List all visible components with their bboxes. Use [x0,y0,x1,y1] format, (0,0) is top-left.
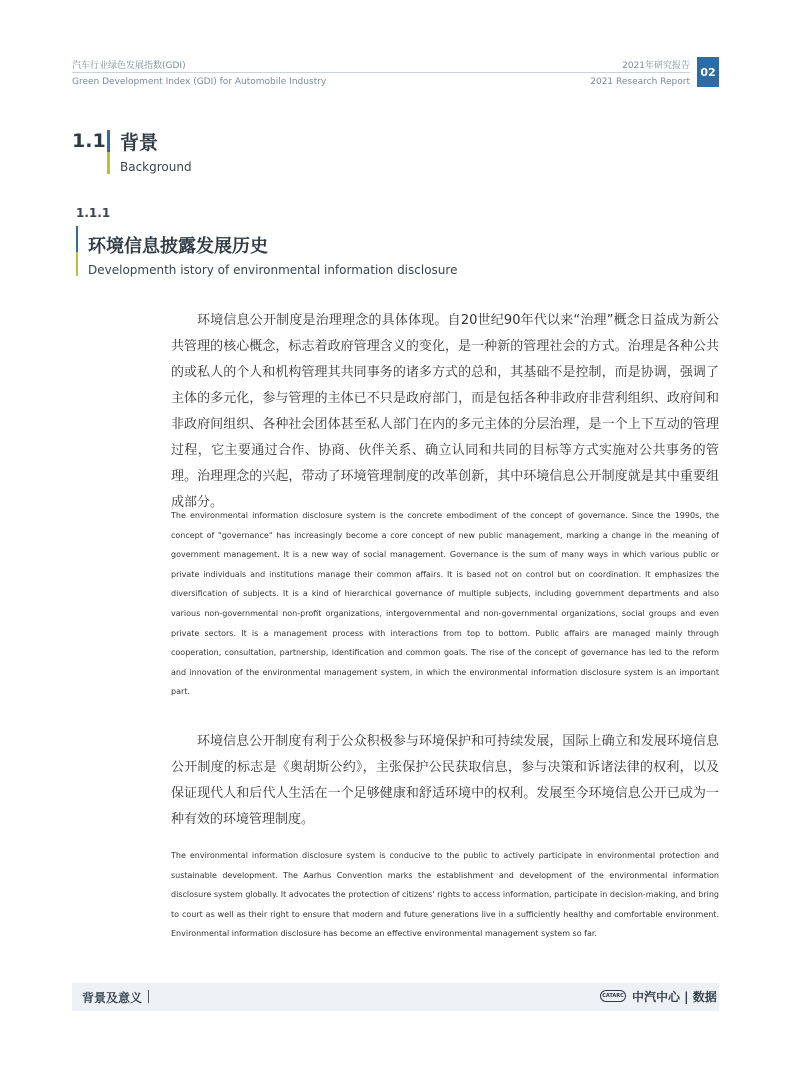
section-title: 背景 [120,132,159,154]
footer-brand: 中汽中心 | 数据 [632,990,717,1004]
paragraph-1-en: The environmental information disclosure system is the concrete embodiment of the concept of governance. Since the 1990s, the concept of "governance" has increasingly become a core concept of new public management, marking a change in the meaning of government management. It is a new way of social management. Governance is the sum of many ways in which various public or private individuals and institutions manage their common affairs. It is based not on control but on coordination. It emphasizes the diversification of subjects. It is a kind of hierarchical governance of multiple subjects, including government departments and also various non-governmental non-profit organizations, intergovernmental and non-governmental organizations, social groups and even private sectors. It is a management process with interactions from top to bottom. Public affairs are managed mainly through cooperation, consultation, partnership, identification and common goals. The rise of the concept of governance has led to the reform and innovation of the environmental management system, in which the environmental information disclosure system is an important part. [171,511,719,697]
footer-label: 背景及意义 [82,991,143,1005]
header-right [590,58,690,90]
paragraph-1-cn: 环境信息公开制度是治理理念的具体体现。自20世纪90年代以来“治理”概念日益成为新公共管理的核心概念，标志着政府管理含义的变化，是一种新的管理社会的方式。治理是各种公共的或私人的个人和机构管理其共同事务的诸多方式的总和，其基础不是控制，而是协调，强调了主体的多元化，参与管理的主体已不只是政府部门，而是包括各种非政府非营利组织、政府间和非政府间组织、各种社会团体甚至私人部门在内的多元主体的分层治理，是一个上下互动的管理过程，它主要通过合作、协商、伙伴关系、确立认同和共同的目标等方式实施对公共事务的管理。治理理念的兴起，带动了环境管理制度的改革创新，其中环境信息公开制度就是其中重要组成部分。 [171,313,719,510]
footer-separator [148,990,149,1003]
header-left [72,58,326,90]
section-subtitle: Background [120,160,192,174]
catarc-logo-icon: CATARC [600,990,626,1002]
subsection-number: 1.1.1 [76,206,111,220]
header-title-en: Green Development Index (GDI) for Automobile Industry [72,77,327,87]
subsection-accent-bar-green [76,252,78,276]
header-title-cn: 汽车行业绿色发展指数(GDI) [72,61,186,71]
paragraph-2-en: The environmental information disclosure system is conducive to the public to actively participate in environmental protection and sustainable development. The Aarhus Convention marks the establishment and development of the environmental information disclosure system globally. It advocates the protection of citizens' rights to access information, participate in decision-making, and bring to court as well as their right to ensure that modern and future generations live in a sufficiently healthy and comfortable environment. Environmental information disclosure has become an effective environmental management system so far. [171,851,719,939]
page-number-badge: 02 [697,57,719,87]
footer-bar [72,983,719,1011]
header-report-cn: 2021年研究报告 [622,61,690,71]
subsection-subtitle: Developmenth istory of environmental information disclosure [88,263,458,277]
subsection-title: 环境信息披露发展历史 [88,236,268,257]
header-report-en: 2021 Research Report [590,77,690,87]
section-accent-bar-green [107,152,110,174]
header-divider [72,72,690,73]
section-number: 1.1 [72,130,106,152]
paragraph-2-cn: 环境信息公开制度有利于公众积极参与环境保护和可持续发展，国际上确立和发展环境信息公开制度的标志是《奥胡斯公约》，主张保护公民获取信息，参与决策和诉诸法律的权利，以及保证现代人和后代人生活在一个足够健康和舒适环境中的权利。发展至今环境信息公开已成为一种有效的环境管理制度。 [171,734,719,827]
